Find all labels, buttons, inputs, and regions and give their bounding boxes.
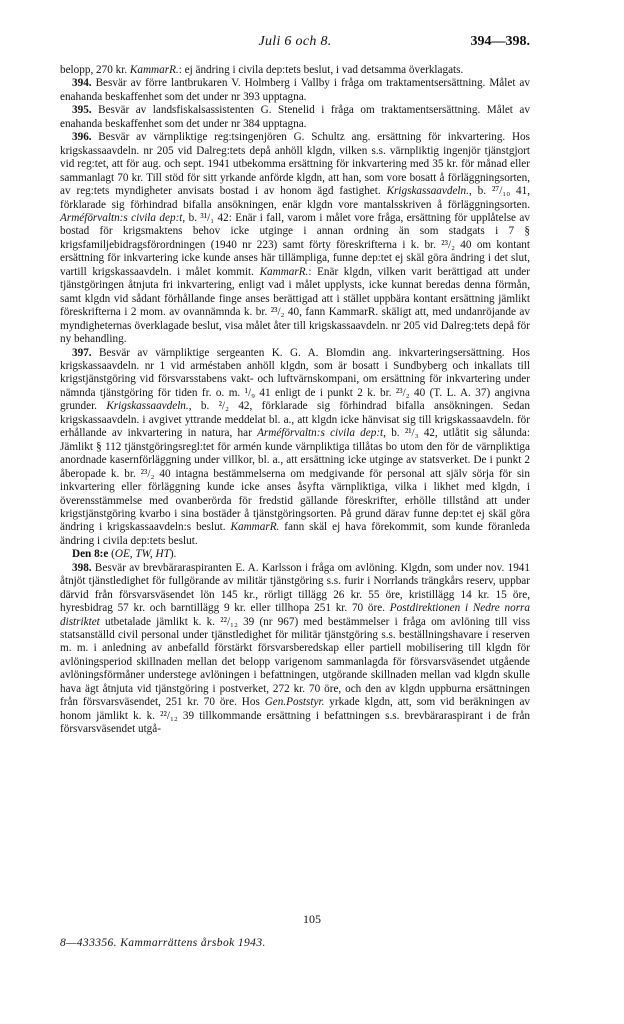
- text-run: Besvär av värnpliktige sergeanten K. G. A. Blomdin ang. inkvarteringsersättning. Hos krigskassaavdeln. nr 1 vid arméstaben anhöll klgdn, som är bosatt i Sundbyberg och inkallats till krigstjänstgöring vid försvarsstabens vakt- och luftvärnskompani, om ersättning för inkvartering under nämnda tjänstgöring för tiden fr. o. m. ¹/₉ 41 enligt de i punkt 2 k. br. ²³/₂ 40 (T. L. A. 37) angivna grunder.: [60, 346, 530, 413]
- text-run: Gen.Poststyr.: [264, 696, 325, 709]
- running-header: [60, 34, 530, 52]
- text-run: OE, TW, HT: [114, 548, 170, 561]
- text-run: yrkade klgdn, att, som vid beräkningen av honom jämlikt k. k. ²²/₁₂ 39 tillkommande ersättning i befattningen s.s. brevbäraraspirant i de från försvarsväsendet utgå-: [60, 696, 531, 736]
- text-run: Besvär av brevbäraraspiranten E. A. Karlsson i fråga om avlöning. Klgdn, som under nov. 1941 åtnjöt tjänstledighet för fullgörande av militär tjänstgöring s.s. furir i Norrlands trängkårs reserv, uppbar därvid från försvarsväsendet lön 145 kr., rörligt tillägg 26 kr. 55 öre, kristillägg 14 kr. 15 öre, hyresbidrag 57 kr. och barntillägg 9 kr. eller tillhopa 251 kr. 70 öre.: [60, 561, 530, 615]
- text-run: , b. ³¹/₁ 42: Enär i fall, varom i målet vore fråga, ersättning för upplåtelse av bostad för krigsmaktens behov icke utginge i annan ordning än som stadgats i 7 § krigsfamiljebidragsförordningen (1940 nr 223) samt förty föreskrifterna i k. br. ²³/₂ 40 om kontant ersättning för inkvartering icke kunde anses här tillämpliga, funne dep:tet ej skäl göra ändring i det slut, vartill krigskassaavdeln. i målet kommit.: [60, 211, 530, 278]
- text-run: (: [108, 548, 115, 561]
- text-run: Den 8:e: [72, 548, 109, 561]
- case-paragraph: [60, 347, 530, 549]
- continuation-paragraph: [60, 64, 530, 77]
- text-run: Arméförvaltn:s civila dep:t: [60, 211, 183, 224]
- body-text: [60, 64, 530, 737]
- case-paragraph: [60, 77, 530, 104]
- text-run: KammarR.: [129, 64, 179, 76]
- printer-footer: 8—433356. Kammarrättens årsbok 1943.: [60, 937, 266, 949]
- page-number: 105: [303, 912, 321, 926]
- date-heading: [60, 548, 530, 561]
- case-paragraph: [60, 562, 530, 737]
- text-run: : ej ändring i civila dep:tets beslut, i vad detsamma överklagats.: [178, 64, 464, 76]
- case-number: 397.: [72, 346, 92, 359]
- text-run: fann skäl ej hava förekommit, som kunde föranleda ändring i civila dep:tets beslut.: [60, 521, 530, 547]
- text-run: ).: [169, 548, 177, 561]
- case-number: 398.: [72, 561, 92, 574]
- text-run: KammarR.: [230, 521, 280, 534]
- text-run: KammarR.: [259, 265, 309, 278]
- text-run: Postdirektionen i Nedre norra distriktet: [60, 602, 531, 628]
- text-run: : Enär klgdn, vilken varit berättigad att under tjänstgöringen åtnjuta fri inkvartering, enligt vad i målet upplysts, icke kunnat beredas denna förmån, samt klgdn vid sådant förhållande finge anses berättigad att i stället uppbära kontant ersättning jämlikt föreskrifterna i 2 mom. av ovannämnda k. br. ²³/₂ 40, fann KammarR. skäligt att, med undanröjande av myndigheternas överklagade beslut, visa målet åter till krigskassaavdeln. nr 205 vid Dalreg:tets depå för ny behandling.: [60, 265, 530, 346]
- case-number: 395.: [72, 104, 92, 117]
- text-run: utbetalade jämlikt k. k. ²²/₁₂ 39 (nr 967) med bestämmelser i fråga om avlöning till viss statsanställd civil personal under tjänstledighet för militär tjänstgöring s.s. beställningshavare i reserven m. m. i anledning av anbefalld förstärkt försvarsberedskap eller partiell mobilisering till klgdn för avlöningsperiod skillnaden mellan det belopp varigenom sammanlagda för försvarsväsendet utgående avlöningsförmåner understege avlöningen i befattningen, utgörande skillnaden mellan vad klgdn skulle hava ägt åtnjuta vid tjänstgöring i postverket, 272 kr. 70 öre, och den av klgdn uppburna ersättningen från försvarsväsendet, 251 kr. 70 öre. Hos: [60, 615, 530, 709]
- text-run: , b. ²⁷/₁₀ 41, förklarade sig förhindrad bifalla ansökningen, enär klgdn vore mantalsskriven å förläggningsorten.: [60, 185, 530, 211]
- text-run: Krigskassaavdeln.: [386, 185, 469, 198]
- text-run: Besvär av landsfiskalsassistenten G. Stenelid i fråga om traktamentsersättning. Målet av enahanda beskaffenhet som det under nr 384 upptagna.: [60, 104, 530, 130]
- case-paragraph: [60, 104, 530, 131]
- text-run: Besvär av värnpliktige reg:tsingenjören G. Schultz ang. ersättning för inkvartering. Hos krigskassaavdeln. nr 205 vid Dalreg:tets depå anhöll klgdn, vilken s.s. värnpliktig ingenjör tjänstgjort vid reg:tet, att för aug. och sept. 1941 utbekomma ersättning för inkvartering med 35 kr. för månad eller sammanlagt 70 kr. Till stöd för sitt yrkande anförde klgdn, att han, som vore bosatt å förläggningsorten, av reg:tets myndigheter anvisats bostad i av honom ägd fastighet.: [60, 131, 530, 198]
- text-run: Besvär av förre lantbrukaren V. Holmberg i Vallby i fråga om traktamentsersättning. Målet av enahanda beskaffenhet som det under nr 393 upptagna.: [60, 77, 530, 103]
- text-run: , b. ²/₂ 42, förklarade sig förhindrad bifalla ansökningen. Sedan krigskassaavdeln. i avgivet yttrande meddelat bl. a., att klgdn icke hänvisat sig till krigskassaavdeln. för erhållande av inkvartering in natura, har: [60, 400, 530, 440]
- text-run: , b. ²¹/₃ 42, utlåtit sig sålunda: Jämlikt § 112 tjänstgöringsregl:tet för armén kunde värnpliktiga tillåtas bo utom den för de värnpliktiga anordnade kasernförläggning under villkor, bl. a., att ersättning icke utginge av statsverket. De i punkt 2 åberopade k. br. ²³/₂ 40 intagna bestämmelserna om medgivande för personal att själv sörja för sin inkvartering eller förläggning kunde icke anses åsyfta värnpliktiga, vilka i likhet med klgdn, i överensstämmelse med ovanberörda för fredstid gällande föreskrifter, erhölle tillstånd att under krigstjänstgöring kvarbo i sina bostäder å tjänstgöringsorten. På grund därav funne dep:tet ej skäl göra ändring i krigskassaavdeln:s beslut.: [60, 427, 530, 534]
- case-number: 394.: [72, 77, 92, 90]
- case-number: 396.: [72, 131, 92, 144]
- header-case-range: 394—398.: [470, 34, 530, 49]
- header-date-title: Juli 6 och 8.: [258, 34, 332, 49]
- text-run: belopp, 270 kr.: [60, 64, 130, 76]
- text-run: Arméförvaltn:s civila dep:t: [257, 427, 384, 440]
- case-paragraph: [60, 131, 530, 346]
- text-run: Krigskassaavdeln.: [106, 400, 189, 413]
